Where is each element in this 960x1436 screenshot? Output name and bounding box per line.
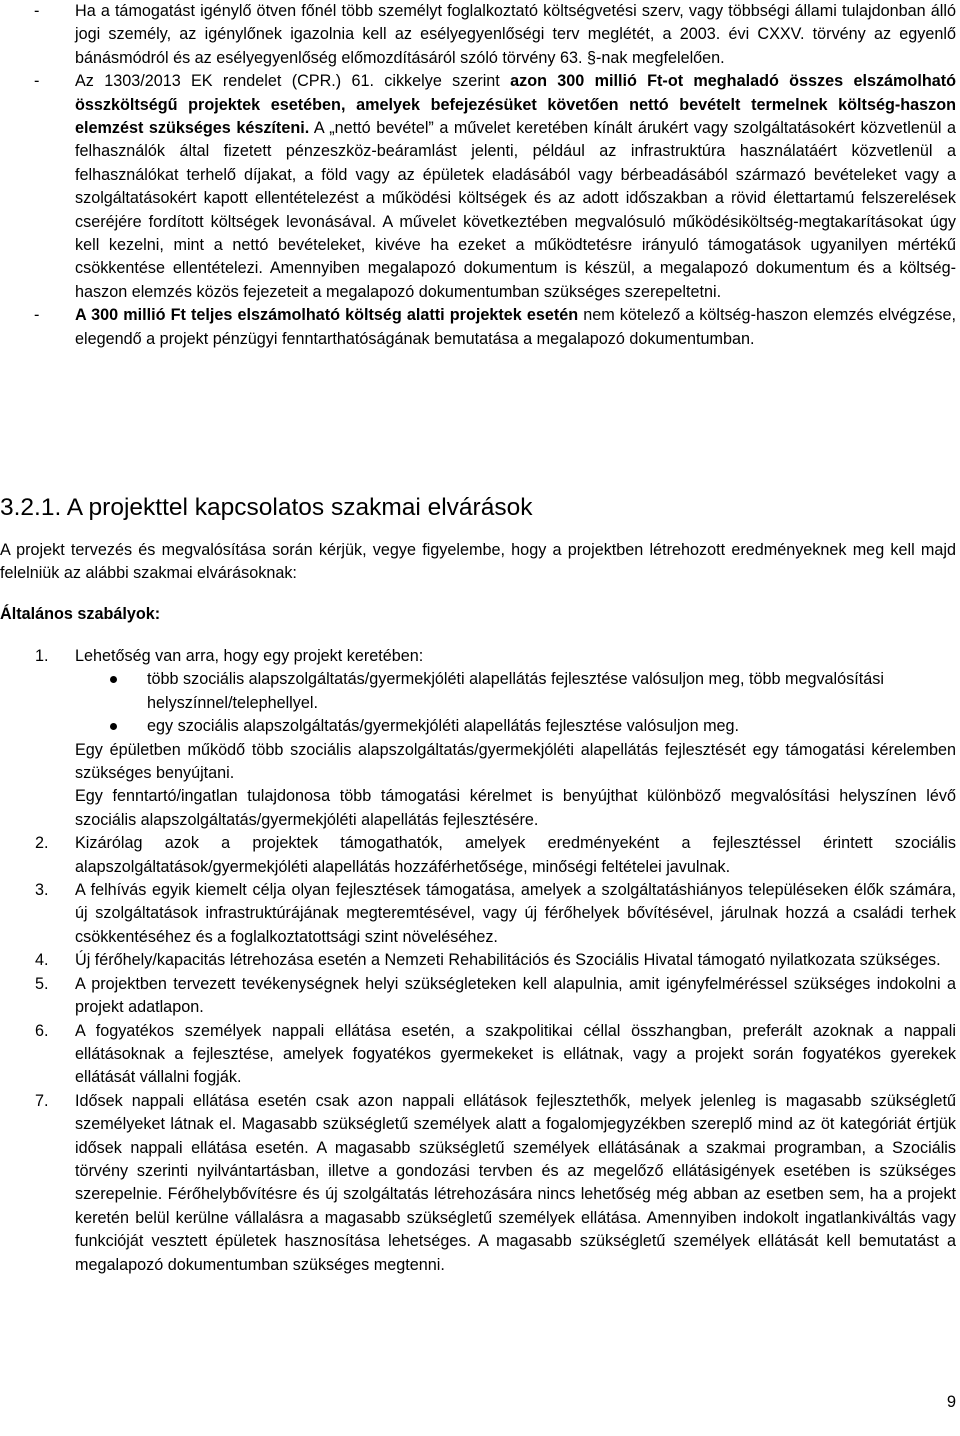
intro-item-1 xyxy=(0,0,960,70)
intro-item-text-post: A „nettó bevétel” a művelet keretében kínált árukért vagy szolgáltatásokért közvetlenül a felhasználók által fizetett pénzeszköz-beáramlást jelenti, például az infrastruktúra használatáért közvetlenül a felhasználókat terhelő díjakat, a föld vagy az épületek eladásából vagy bérbeadásából származó bevételeket vagy a szolgáltatásokért kapott ellentételezést a működési költségek és az adott időszakban a rövid élettartamú felszerelések cseréjére fordított költségek levonásával. A művelet következtében megvalósuló működésiköltség-megtakarításokat úgy kell kezelni, mint a nettó bevételeket, kivéve ha ezeket a működtetésre irányuló támogatások ugyanilyen mértékű csökkentése ellentételezi. Amennyiben megalapozó dokumentum is készül, a megalapozó dokumentum és a költség-haszon elemzés közös fejezeteit a megalapozó dokumentumban szükséges szerepeltetni. xyxy=(75,119,956,301)
bullet-text: egy szociális alapszolgáltatás/gyermekjóléti alapellátás fejlesztése valósuljon meg. xyxy=(147,717,740,736)
rule-text: Lehetőség van arra, hogy egy projekt keretében: xyxy=(75,647,424,665)
rule-item-6 xyxy=(0,1020,960,1090)
rule-item-3 xyxy=(0,879,960,949)
rule-item-4 xyxy=(0,949,960,972)
intro-item-bold: A 300 millió Ft teljes elszámolható költség alatti projektek esetén xyxy=(75,306,579,325)
rule-1-paragraph-1: Egy épületben működő több szociális alapszolgáltatás/gyermekjóléti alapellátás fejlesztését egy támogatási kérelemben szükséges benyújtani. xyxy=(75,740,956,783)
section-intro: A projekt tervezés és megvalósítása során kérjük, vegye figyelembe, hogy a projektben létrehozott eredményeknek meg kell majd felelniük az alábbi szakmai elvárásoknak: xyxy=(0,541,956,583)
dash-marker: - xyxy=(34,2,40,20)
section-title: 3.2.1. A projekttel kapcsolatos szakmai elvárások xyxy=(0,494,533,521)
rule-text: Idősek nappali ellátása esetén csak azon nappali ellátások fejlesztethők, melyek jelenleg is magasabb szükségletű személyeket látnak el. Magasabb szükségletű személyek alatt a fogalomjegyzékben szereplő mind az öt kategóriát értjük idősek nappali ellátása esetén. A magasabb szükségletű személyek ellátásának a szakmai programban, a Szociális törvény szerinti nyilvántartásban, illetve a gondozási tervben és az megelőző ellátásigények esetében is szükséges szerepelnie. Férőhelybővítésre és új szolgáltatás létrehozására nincs lehetőség még abban az esetben sem, ha a projekt keretén belül kerülne vállalásra a magasabb szükségletű személyek ellátása. Amennyiben indokolt ingatlankiváltás vagy funkcióját vesztett épületek hasznosítása lehetséges. A magasabb szükségletű személyek ellátását kell bemutatást a megalapozó dokumentumban szükséges megtenni. xyxy=(75,1091,956,1274)
rule-item-7 xyxy=(0,1090,960,1277)
rule-number: 7. xyxy=(35,1091,49,1110)
dash-marker: - xyxy=(34,306,40,325)
rule-number: 6. xyxy=(35,1021,49,1040)
rule-item-2 xyxy=(0,832,960,879)
rule-number: 2. xyxy=(35,834,49,853)
rule-number: 4. xyxy=(35,951,49,970)
intro-item-3 xyxy=(0,304,960,351)
rule-number: 1. xyxy=(35,647,49,665)
intro-list xyxy=(0,0,960,351)
rule-item-5 xyxy=(0,973,960,1020)
rule-text: Új férőhely/kapacitás létrehozása esetén a Nemzeti Rehabilitációs és Szociális Hivatal támogató nyilatkozata szükséges. xyxy=(75,951,941,970)
intro-item-text: Ha a támogatást igénylő ötven főnél több személyt foglalkoztató költségvetési szerv, vagy többségi állami tulajdonban álló jogi személy, az igénylőnek igazolnia kell az esélyegyenlőségi terv meglétét, a 2003. évi CXXV. törvény az egyenlő bánásmódról és az esélyegyenlőség előmozdításáról szóló törvény 63. §-nak megfelelően. xyxy=(75,2,956,67)
intro-item-text-post: nem kötelező a költség-haszon elemzés elvégzése, elegendő a projekt pénzügyi fenntarthatóságának bemutatása a megalapozó dokumentumban. xyxy=(75,306,956,348)
rule-1-bullet-1 xyxy=(0,668,960,715)
rule-text: A fogyatékos személyek nappali ellátása esetén, a szakpolitikai céllal összhangban, preferált azoknak a nappali ellátásoknak a fejlesztése, amelyek fogyatékos gyermekeket is ellátnak, vagy a projekt során fogyatékos gyerekek ellátását vállalni fogják. xyxy=(75,1021,956,1087)
page-number: 9 xyxy=(946,1393,956,1411)
dash-marker: - xyxy=(34,72,40,91)
bullet-icon xyxy=(110,723,117,730)
general-rules-title: Általános szabályok: xyxy=(0,605,161,623)
rule-text: A felhívás egyik kiemelt célja olyan fejlesztések támogatása, amelyek a szolgáltatáshiányos településeken élők számára, új szolgáltatások infrastruktúrájának megteremtésével, vagy új férőhelyek bővítésével, járulnak hozzá a családi terhek csökkentéséhez és a foglalkoztatottsági szint növeléséhez. xyxy=(75,881,956,946)
intro-item-text-pre: Az 1303/2013 EK rendelet (CPR.) 61. cikkelye szerint xyxy=(75,72,511,91)
rule-text: Kizárólag azok a projektek támogathatók, amelyek eredményeként a fejlesztéssel érintett szociális alapszolgáltatások/gyermekjóléti alapellátás hozzáférhetősége, minőségi feltételei javulnak. xyxy=(75,834,956,876)
rule-text: A projektben tervezett tevékenységnek helyi szükségleteken kell alapulnia, amit igényfelméréssel szükséges indokolni a projekt adatlapon. xyxy=(75,974,956,1017)
rule-1-bullet-2 xyxy=(0,715,960,738)
rule-1-paragraph-2: Egy fenntartó/ingatlan tulajdonosa több támogatási kérelmet is benyújthat különböző megvalósítási helyszínen lévő szociális alapszolgáltatás/gyermekjóléti alapellátás fejlesztésére. xyxy=(75,787,956,829)
rule-number: 3. xyxy=(35,881,49,900)
rule-item-1 xyxy=(0,645,960,668)
intro-item-bold: azon 300 millió Ft-ot meghaladó összes elszámolható összköltségű projektek esetében, amelyek befejezésüket követően nettó bevételt termelnek költség-haszon elemzést szükséges készíteni. xyxy=(75,72,956,138)
bullet-icon xyxy=(110,676,117,683)
rules-list xyxy=(0,645,960,1277)
rule-number: 5. xyxy=(35,974,49,993)
bullet-text: több szociális alapszolgáltatás/gyermekjóléti alapellátás fejlesztése valósuljon meg, több megvalósítási helyszínnel/telephellyel. xyxy=(147,670,884,712)
intro-item-2 xyxy=(0,70,960,304)
